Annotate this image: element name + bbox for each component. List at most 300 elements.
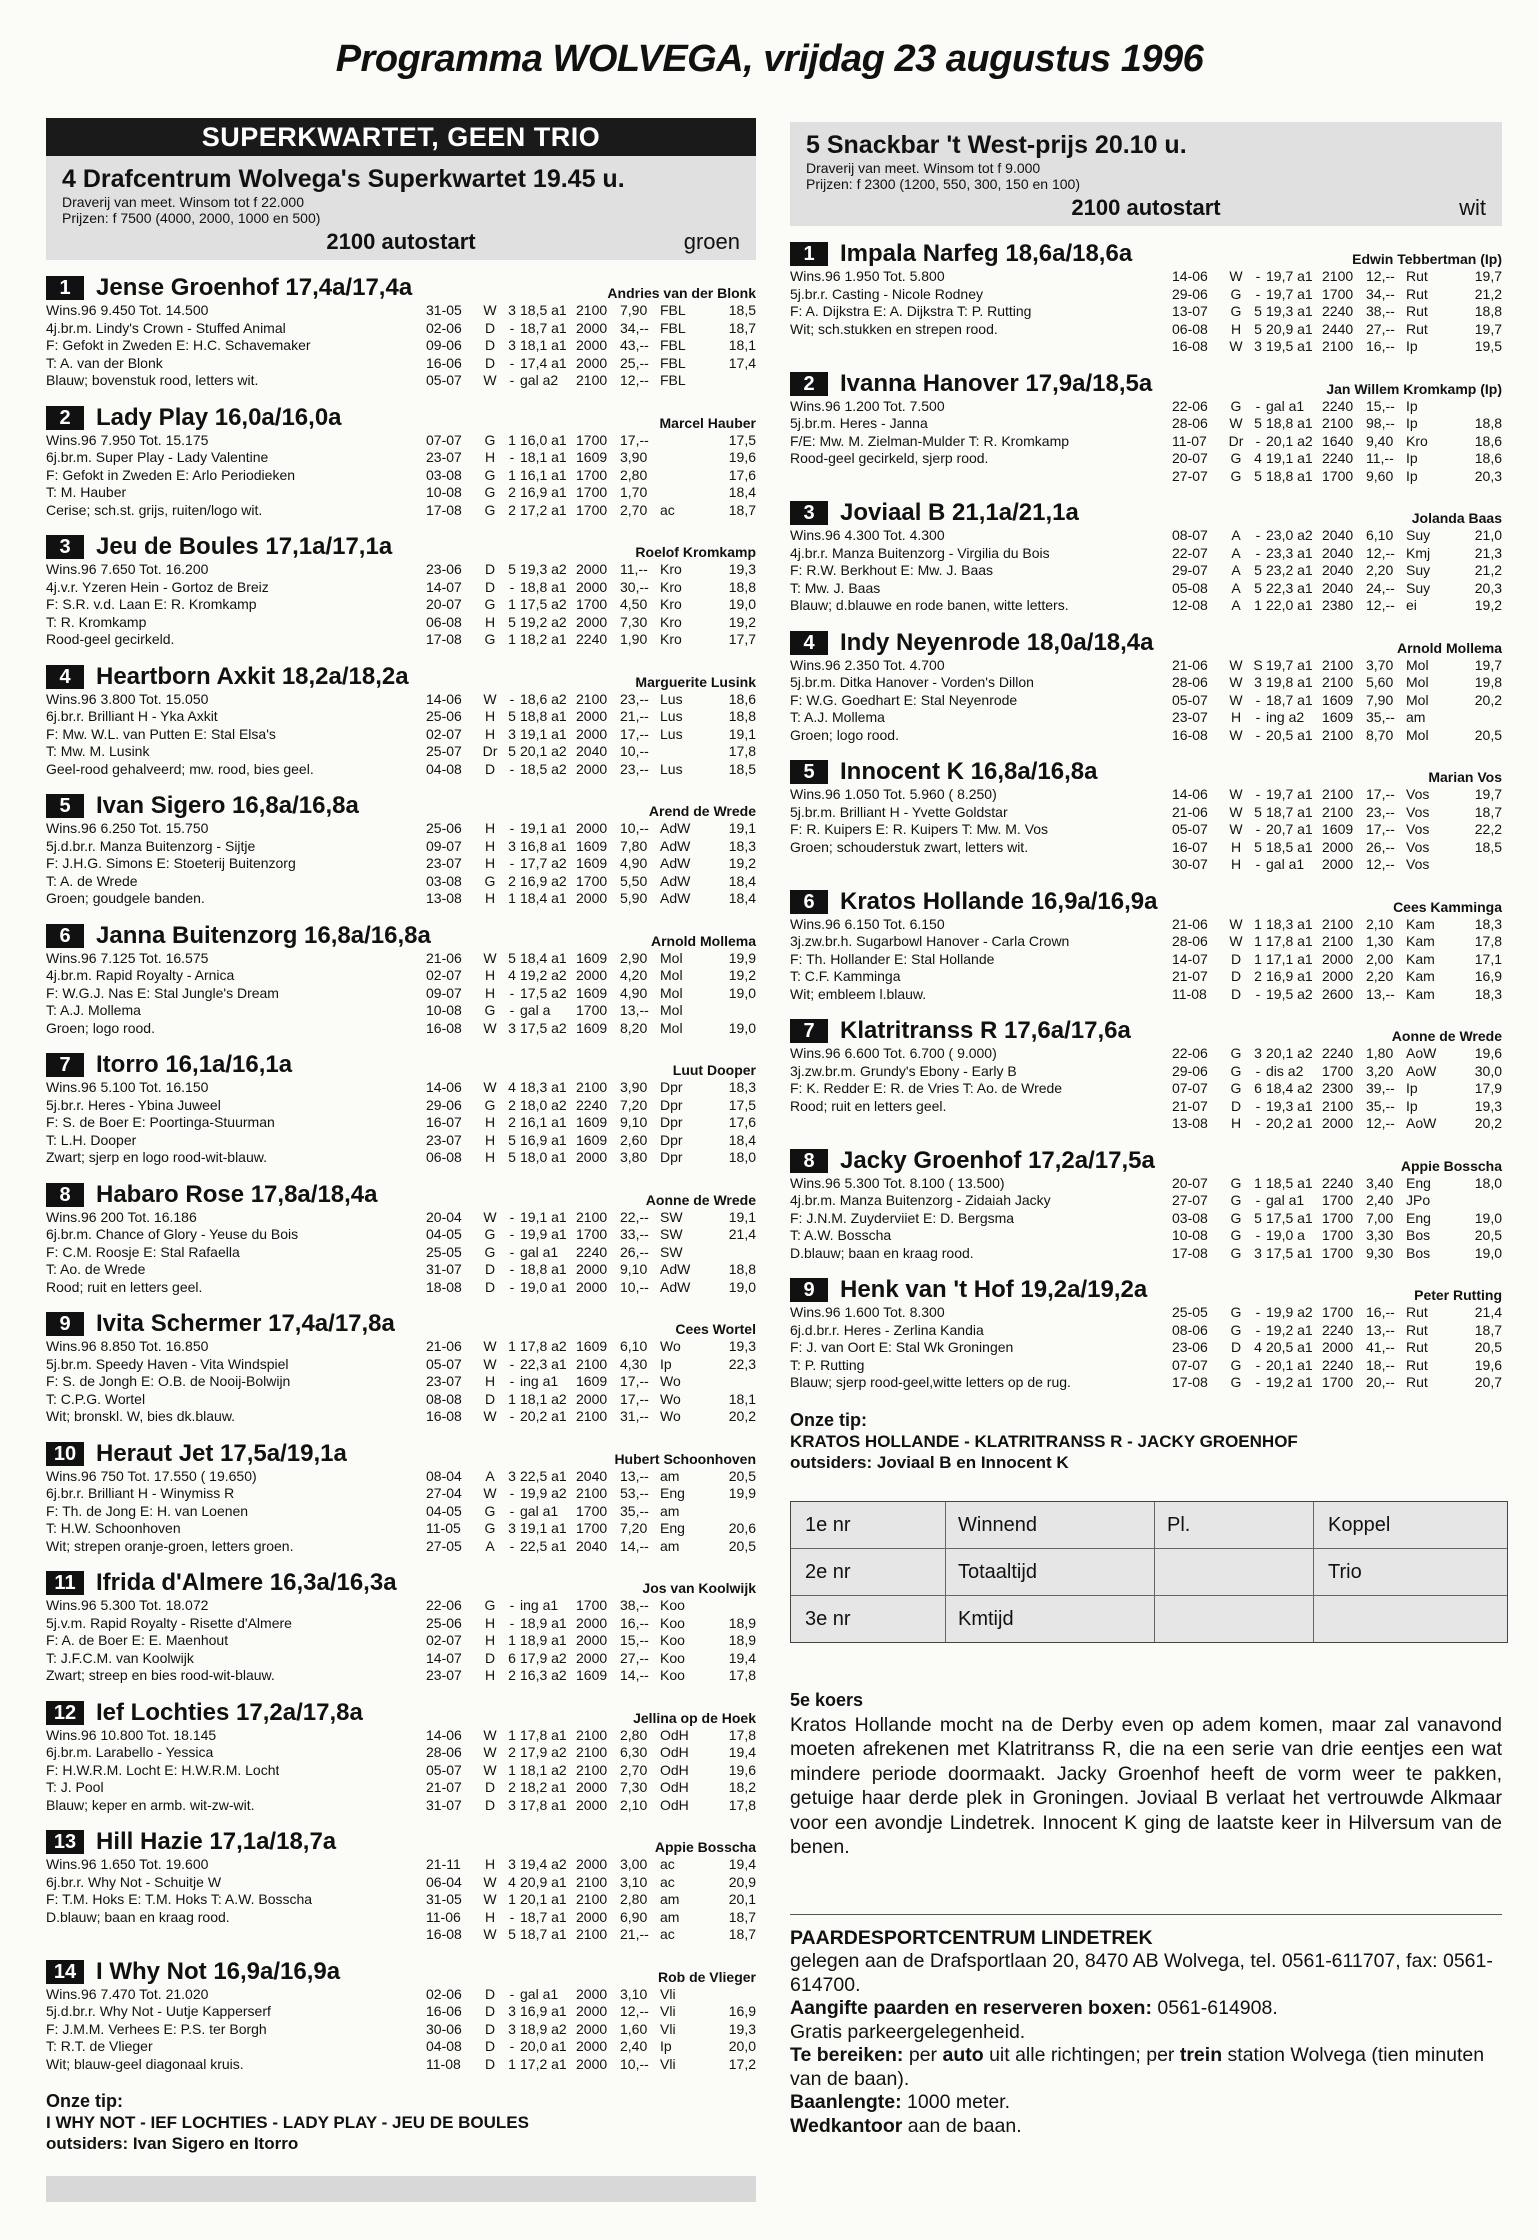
result-cell: 98,-- [1366,415,1395,431]
result-cell: - [1255,1097,1261,1114]
horse-info-line: 5j.d.br.r. Why Not - Uutje Kapperserf [46,2003,271,2019]
horse-number: 2 [790,372,828,396]
horse-body [46,820,756,908]
result-cell: 19,5 [1474,338,1502,354]
result-cell [704,1986,756,2004]
horse-info-line: T: A.J. Mollema [46,1002,141,1018]
horse-entry [46,1438,756,1556]
centrum-bereiken [790,2044,1502,2091]
horse-results [1172,1304,1502,1392]
horse-title [46,663,409,691]
horse-number: 6 [46,924,84,948]
result-cell: 1 [1254,950,1262,967]
result-row [1172,545,1502,563]
result-cell: 3 [508,302,516,318]
result-cell: 4 [508,967,516,983]
result-cell: am [660,1537,680,1554]
result-cell: 12,-- [620,372,649,388]
result-cell: - [509,2038,515,2054]
result-cell: 11-05 [426,1520,461,1536]
result-cell: Ip [1406,397,1418,414]
result-cell: Kam [1406,985,1435,1002]
result-cell: A [1231,562,1241,578]
result-cell: 31-07 [426,1796,462,1813]
horse-info-line: F: Mw. W.L. van Putten E: Stal Elsa's [46,725,276,742]
result-cell: 25-05 [426,1243,462,1260]
horse-info-line: 4j.br.m. Rapid Royalty - Arnica [46,967,235,983]
result-cell: 20,3 [1474,579,1502,596]
horse-entry [790,497,1502,615]
result-cell: 9,30 [1366,1244,1394,1261]
result-cell: 20,2 [1474,691,1502,708]
result-cell: 2240 [1322,397,1354,414]
result-cell: 3 [1254,1244,1262,1261]
result-cell [1450,1192,1502,1210]
horse-header [790,886,1502,916]
result-cell: 2000 [576,1149,608,1165]
result-row [426,302,756,320]
result-cell: 23-07 [426,1667,462,1683]
result-cell: 17,-- [620,725,649,742]
result-cell: 19,5 a2 [1266,985,1313,1002]
result-cell: 3 [508,725,516,742]
race-conditions: Draverij van meet. Winsom tot f 9.000 [806,160,1041,176]
horse-info [46,691,314,779]
result-cell: 18,2 a1 [520,631,567,647]
result-cell: 08-08 [426,1390,462,1407]
result-cell [704,1002,756,1020]
result-cell: AdW [660,855,691,871]
result-cell: Rut [1406,1374,1428,1390]
result-cell [704,1244,756,1262]
horse-info-line: Wit; embleem l.blauw. [790,985,927,1002]
result-cell: 35,-- [1366,1097,1395,1114]
result-cell: 19,9 a2 [520,1485,567,1501]
result-cell: 2100 [1322,803,1354,820]
horse-info-line: Groen; logo rood. [46,1019,155,1036]
result-cell: W [483,1019,497,1036]
horse-title [790,758,1097,786]
result-cell: 21,0 [1474,527,1502,543]
result-row [426,432,756,450]
result-cell: 2100 [1322,933,1354,949]
horse-header [790,1145,1502,1175]
horse-info [790,1175,1051,1263]
result-row [1172,1357,1502,1375]
result-cell: 19,4 [728,1856,756,1872]
result-row [426,1002,756,1020]
result-cell: 17,8 [728,1726,756,1743]
result-cell: - [1255,1192,1261,1208]
result-cell: AdW [660,872,691,889]
horse-results [1172,1175,1502,1263]
result-cell: 31,-- [620,1408,649,1424]
result-cell: 41,-- [1366,1339,1395,1355]
result-cell: G [1230,1080,1242,1096]
result-cell: 16,9 [1474,968,1502,984]
horse-driver: Appie Bosscha [654,1839,756,1855]
result-cell: 22,5 a1 [520,1467,567,1484]
race-preview [790,1689,1502,1860]
horse-results [1172,657,1502,745]
horse-number: 5 [46,794,84,818]
result-cell: 17,9 a2 [520,1649,567,1666]
horse-number: 4 [46,665,84,689]
horse-name: Janna Buitenzorg 16,8a/16,8a [96,921,431,949]
horse-number: 1 [46,276,84,300]
result-cell: 2,90 [620,949,648,966]
result-cell: Ip [1406,467,1418,484]
result-row [426,1909,756,1927]
result-cell: 02-07 [426,967,462,983]
result-row [1172,709,1502,727]
result-cell: 30,0 [1474,1062,1502,1079]
result-cell: 2000 [576,561,608,577]
horse-info-line: T: A.J. Mollema [790,709,885,725]
result-row [1172,856,1502,874]
result-row [426,1356,756,1374]
result-cell: 27-04 [426,1485,462,1501]
uitslag-cell: Pl. [1155,1502,1314,1548]
horse-body [46,561,756,649]
result-cell: - [509,319,515,336]
result-cell: 20,1 a1 [520,1891,567,1907]
result-cell: 19,4 [728,1744,756,1760]
horse-info-line: Wins.96 7.125 Tot. 16.575 [46,949,209,966]
result-cell: Dpr [660,1131,683,1148]
result-row [1172,1080,1502,1098]
race-prizes: Prijzen: f 2300 (1200, 550, 300, 150 en 100) [806,176,1080,192]
result-cell: 12,-- [620,2003,649,2019]
horse-results [1172,268,1502,356]
horse-entry [790,1015,1502,1133]
result-row [426,320,756,338]
result-cell: 17-08 [1172,1244,1208,1261]
result-cell: 20,0 a1 [520,2038,567,2054]
result-cell: 3 [508,1796,516,1813]
horse-header [46,272,756,302]
horse-body [46,1079,756,1167]
result-cell: 2 [508,484,516,500]
result-cell: 19,5 a1 [1266,338,1313,354]
result-row [426,873,756,891]
result-cell: G [484,484,496,500]
horse-info-line: Wins.96 3.800 Tot. 15.050 [46,690,209,707]
result-cell: am [660,1891,680,1907]
result-cell: - [509,1908,515,1925]
result-cell: 07-07 [1172,1080,1208,1096]
result-cell: FBL [660,302,686,318]
result-cell: 22,5 a1 [520,1537,567,1554]
result-cell: 2100 [576,1744,608,1760]
result-cell: 4,90 [620,984,648,1001]
horse-info-line: T: J. Pool [46,1779,104,1795]
result-cell: Ip [1406,415,1418,431]
right-column [790,122,1502,2138]
result-cell: H [1230,709,1242,725]
result-cell: 1 [508,2055,516,2072]
result-cell: 7,90 [620,302,648,318]
bereiken-text: uit alle richtingen; per [989,2044,1175,2066]
horse-info-line: D.blauw; baan en kraag rood. [790,1244,974,1261]
result-cell: 2000 [576,708,608,724]
result-row [426,1149,756,1167]
horse-info-line: Wins.96 6.250 Tot. 15.750 [46,820,209,836]
result-cell: 13,-- [620,1002,649,1018]
result-cell: G [484,596,496,612]
result-cell: Vos [1406,838,1430,855]
horse-header [790,627,1502,657]
result-cell: Mol [1406,691,1429,708]
result-cell: H [1230,1115,1242,1131]
result-cell: FBL [660,354,686,371]
result-row [1172,433,1502,451]
result-cell: W [483,1873,497,1890]
result-cell: 1 [508,1632,516,1648]
result-cell: Lus [660,690,683,707]
result-cell: 19,9 [728,1485,756,1501]
horse-header [46,1438,756,1468]
result-cell: 2000 [576,890,608,906]
horse-info-line: 5j.v.m. Rapid Royalty - Risette d'Almere [46,1614,292,1631]
result-cell: 19,2 a2 [520,613,567,630]
result-cell: H [484,837,496,854]
horse-name: Itorro 16,1a/16,1a [96,1051,293,1078]
result-cell: 2000 [576,578,608,595]
result-cell: W [483,1761,497,1778]
result-cell: 15,-- [1366,397,1395,414]
result-cell: 19,2 [728,855,756,871]
result-row [426,614,756,632]
horse-info-line: Wins.96 1.950 Tot. 5.800 [790,268,945,284]
result-cell: 7,90 [1366,691,1394,708]
preview-text: Kratos Hollande mocht na de Derby even op adem komen, maar zal vanavond moeten afrekenen met Klatritranss R, die na een serie van drie eentjes een wat mindere periode doormaakt. Jacky Groenhof heeft de vorm weer te pakken, getuige haar derde plek in Groningen. Joviaal B verlaat het vertrouwde Alkmaar voor een avondje Lindetrek. Innocent K ging de laatste keer in Hilversum van de benen. [790,1713,1502,1858]
result-cell: 16-08 [426,1408,462,1424]
result-cell: 17,5 a2 [520,984,567,1001]
horse-header [46,1049,756,1079]
result-cell: 20,5 [1474,1227,1502,1243]
result-cell: 13,-- [620,1467,649,1484]
result-cell: 2100 [576,1726,608,1743]
horse-info [790,268,1031,356]
result-cell: 3 [508,1520,516,1536]
result-cell: 9,10 [620,1114,648,1130]
horse-info-line: Wit; bronskl. W, bies dk.blauw. [46,1408,236,1424]
horse-entry [46,790,756,908]
horse-list [46,272,756,2073]
result-cell: 2100 [576,1355,608,1372]
result-cell: D [1230,1339,1242,1355]
result-cell: 1 [1254,1174,1262,1191]
horse-title [46,922,431,950]
horse-info-line: F: H.W.R.M. Locht E: H.W.R.M. Locht [46,1761,280,1778]
result-cell: Mol [660,949,683,966]
result-cell: 20,3 [1474,467,1502,484]
result-cell: 1,70 [620,484,648,500]
horse-name: Indy Neyenrode 18,0a/18,4a [840,628,1154,656]
result-cell: 18,7 [728,1908,756,1925]
result-cell: 6,10 [620,1338,648,1354]
horse-info-line: 4j.br.m. Lindy's Crown - Stuffed Animal [46,319,286,336]
result-cell: - [509,1502,515,1519]
result-cell: 2100 [1322,415,1354,431]
result-cell: - [509,1373,515,1389]
result-cell: 20,1 a1 [1266,1356,1313,1373]
horse-name: Henk van 't Hof 19,2a/19,2a [840,1276,1148,1303]
result-cell: 20,1 a2 [1266,1045,1313,1061]
result-cell: 1700 [1322,1244,1354,1261]
horse-info-line: Blauw; keper en armb. wit-zw-wit. [46,1796,255,1813]
result-cell: - [1255,1374,1261,1390]
horse-info [790,527,1069,615]
result-cell: 18,5 a1 [1266,1174,1313,1191]
result-cell: Kam [1406,950,1435,967]
result-cell: 2240 [576,631,608,647]
result-cell: 18,7 [728,501,756,518]
result-cell: D [484,2020,496,2037]
result-cell: 18,7 [1474,1321,1502,1338]
result-cell: 19,8 a1 [1266,674,1313,690]
horse-entry [790,886,1502,1004]
result-cell: W [1229,821,1243,837]
result-cell: 9,60 [1366,467,1394,484]
horse-body [790,268,1502,356]
horse-number: 4 [790,631,828,655]
result-cell: - [509,354,515,371]
result-row [426,1762,756,1780]
horse-body [790,1175,1502,1263]
result-row [426,2038,756,2056]
result-cell: D [484,1261,496,1277]
result-cell: W [483,1726,497,1743]
result-cell: 2000 [576,2055,608,2072]
result-cell: Kro [660,631,682,647]
result-cell: W [483,1408,497,1424]
result-cell: 3 [508,1856,516,1872]
horse-header [46,1308,756,1338]
centrum-address: gelegen aan de Drafsportlaan 20, 8470 AB Wolvega, tel. 0561-611707, fax: 0561-614700. [790,1950,1493,1996]
result-cell: - [509,820,515,836]
result-cell: 09-07 [426,837,462,854]
result-cell: am [1406,709,1426,725]
horse-header [790,238,1502,268]
result-cell: 20,-- [1366,1374,1395,1390]
result-row [426,337,756,355]
result-cell: 02-06 [426,1985,462,2002]
result-cell: 3 [508,2020,516,2037]
result-cell: 3,90 [620,449,648,465]
result-cell: W [1229,691,1243,708]
result-cell: ac [660,1873,675,1890]
horse-number: 1 [790,242,828,266]
result-cell: Rut [1406,1339,1428,1355]
result-cell: W [483,1338,497,1354]
result-cell: 4 [508,1873,516,1890]
uitslag-cell: Trio [1328,1560,1362,1583]
result-cell: 2,80 [620,1891,648,1907]
result-cell: 21-07 [426,1779,462,1795]
result-cell: G [484,631,496,647]
result-cell: 20,9 a1 [1266,320,1313,337]
horse-entry [46,1956,756,2074]
result-cell: 3,70 [1366,656,1394,673]
uitslag-cell: 2e nr [791,1549,946,1595]
result-cell: G [484,1520,496,1536]
result-cell: 2000 [576,1278,608,1295]
result-cell: 17,-- [620,431,649,448]
result-row [1172,968,1502,986]
race-4-header [46,156,756,260]
result-cell: 14-06 [426,1079,462,1095]
result-cell: 35,-- [1366,709,1395,725]
horse-results [1172,1045,1502,1133]
horse-info-line: F: J.H.G. Simons E: Stoeterij Buitenzorg [46,855,296,871]
horse-title [46,1310,395,1338]
result-cell: A [1231,527,1241,543]
result-cell: 03-08 [426,466,462,483]
result-cell [660,432,704,450]
result-cell: 18,8 a1 [1266,415,1313,431]
result-cell: 18,3 [1474,915,1502,932]
result-row [1172,286,1502,304]
result-cell: 2100 [1322,726,1354,743]
result-row [1172,415,1502,433]
result-cell: 29-06 [1172,1062,1208,1079]
result-cell: 2,80 [620,1726,648,1743]
superkwartet-banner: SUPERKWARTET, GEEN TRIO [46,118,756,156]
horse-body [46,302,756,390]
result-cell: Rut [1406,320,1428,337]
result-cell: W [483,690,497,707]
result-cell: 12,-- [1366,597,1395,613]
horse-info-line: F: J. van Oort E: Stal Wk Groningen [790,1339,1014,1355]
horse-info-line: Groen; schouderstuk zwart, letters wit. [790,838,1029,855]
bereiken-label: Te bereiken: [790,2044,904,2066]
horse-title [46,1958,340,1986]
result-row [1172,1045,1502,1063]
result-row [426,691,756,709]
horse-entry [46,1697,756,1815]
result-cell: 12,-- [1366,544,1395,561]
horse-info-line: Groen; logo rood. [790,726,899,743]
result-cell: 18,6 [728,690,756,707]
result-cell: 14-07 [426,1649,462,1666]
result-cell: 17,8 [728,1667,756,1683]
result-cell: 27,-- [1366,320,1395,337]
horse-title [790,888,1157,916]
result-cell: Vli [660,1985,676,2002]
result-cell: 13-07 [1172,303,1208,319]
result-cell: 18,1 [728,337,756,353]
result-cell: ei [1406,597,1417,613]
result-cell: Eng [660,1520,685,1536]
result-cell: 31-07 [426,1261,462,1277]
result-cell: - [1255,1062,1261,1079]
result-cell: Wo [660,1373,681,1389]
race-conditions: Draverij van meet. Winsom tot f 22.000 [62,194,304,210]
result-cell: FBL [660,372,686,388]
result-row [426,855,756,873]
result-cell: G [484,1002,496,1018]
result-cell: 09-06 [426,337,462,353]
result-row [1172,450,1502,468]
result-cell: 1 [508,596,516,612]
result-row [1172,692,1502,710]
result-row [426,2021,756,2039]
result-cell: 19,1 a1 [520,820,567,836]
result-cell: 2000 [1322,1115,1354,1131]
result-cell: 2100 [1322,1097,1354,1114]
